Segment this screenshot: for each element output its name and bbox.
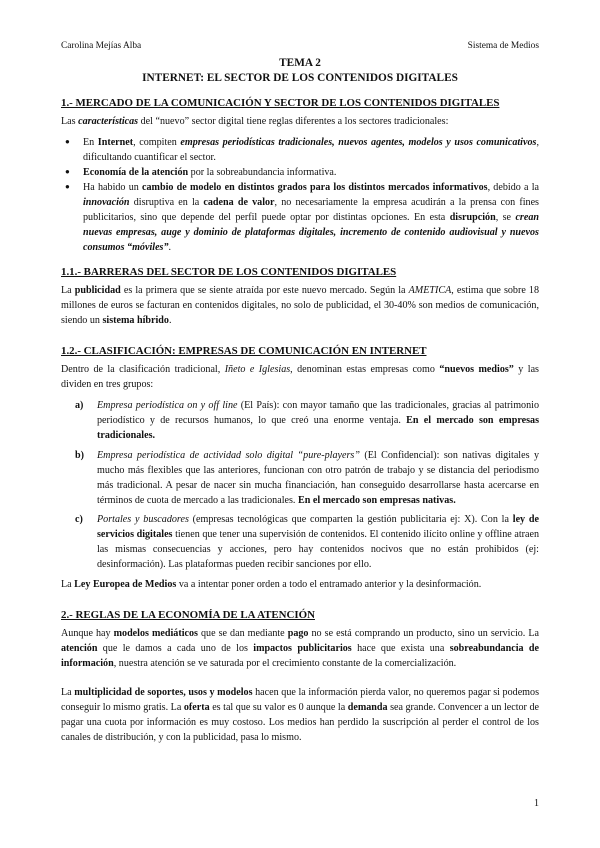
page-number: 1 bbox=[534, 798, 539, 809]
section-1-2-heading: 1.2.- CLASIFICACIÓN: EMPRESAS DE COMUNICACIÓN EN INTERNET bbox=[61, 344, 427, 357]
section-1-heading: 1.- MERCADO DE LA COMUNICACIÓN Y SECTOR DE LOS CONTENIDOS DIGITALES bbox=[61, 97, 500, 110]
section-1-2-list bbox=[61, 399, 539, 573]
title-main: INTERNET: EL SECTOR DE LOS CONTENIDOS DIGITALES bbox=[142, 71, 458, 84]
bullet-icon: ● bbox=[65, 182, 70, 192]
bullet-icon: ● bbox=[65, 137, 70, 147]
title-topic: TEMA 2 bbox=[279, 57, 321, 69]
list-item-c: c) Portales y buscadores (empresas tecnológicas que comparten la gestión publicitaria ej: X). Con la ley de servicios digitales tienen que tener una supervisión de contenidos. El contenido ilícito online y offline atraen las mismas consecuencias y acciones, pero hay contenidos nocivos que no están prohibidos (ej: desinformación). Las plataformas pueden recibir sanciones por ello. bbox=[75, 514, 539, 571]
section-1-2-intro: Dentro de la clasificación tradicional, Iñeto e Iglesias, denominan estas empresas como “nuevos medios” y las dividen en tres grupos: bbox=[61, 364, 539, 390]
section-2-heading: 2.- REGLAS DE LA ECONOMÍA DE LA ATENCIÓN bbox=[61, 609, 315, 622]
header-subject: Sistema de Medios bbox=[467, 41, 539, 51]
header-author: Carolina Mejías Alba bbox=[61, 41, 142, 51]
section-1-bullets bbox=[61, 136, 539, 256]
section-2-paragraph-1: Aunque hay modelos mediáticos que se dan mediante pago no se está comprando un producto, sino un servicio. La atención que le damos a cada uno de los impactos publicitarios hace que exista una sobreabundancia de información, nuestra atención se ve saturada por el crecimiento constante de la comercialización. bbox=[61, 628, 539, 670]
bullet-item: ● Economía de la atención por la sobreabundancia informativa. bbox=[65, 167, 337, 179]
section-2-paragraph-2: La multiplicidad de soportes, usos y modelos hacen que la información pierda valor, no queremos pagar si podemos conseguir lo mismo gratis. La oferta es tal que su valor es 0 aunque la demanda sea grande. Convencer a un lector de pagar una cuota por información es muy costoso. Los medios han perdido la suscripción al perder el control de los canales de distribución, y con la publicidad, pasa lo mismo. bbox=[61, 687, 539, 743]
section-1-1-heading: 1.1.- BARRERAS DEL SECTOR DE LOS CONTENIDOS DIGITALES bbox=[61, 265, 397, 278]
section-1-1-paragraph: La publicidad es la primera que se siente atraída por este nuevo mercado. Según la AMETICA, estima que sobre 18 millones de euros se facturan en contenidos digitales, no solo de publicidad, el 30-40% son medios de comunicación, siendo un sistema híbrido. bbox=[61, 285, 539, 326]
list-item-b: b) Empresa periodística de actividad solo digital “pure-players” (El Confidencial): son nativas digitales y mucho más flexibles que las anteriores, funcionan con otro patrón de trabajo y se distancia del periodismo más tradicional. A pesar de nacer sin mucha financiación, han conseguido desarrollarse hasta acercarse en términos de cuota de mercado a las tradicionales. En el mercado son empresas nativas. bbox=[75, 449, 539, 506]
document-body bbox=[61, 56, 539, 752]
section-1-intro: Las características del “nuevo” sector digital tiene reglas diferentes a los sectores tradicionales: bbox=[61, 116, 449, 128]
section-1-2-closing: La Ley Europea de Medios va a intentar poner orden a todo el entramado anterior y la desinformación. bbox=[61, 579, 482, 591]
bullet-item: ● Ha habido un cambio de modelo en distintos grados para los distintos mercados informativos, debido a la innovación disruptiva en la cadena de valor, no necesariamente la empresa acudirán a la prensa con fines publicitarios, sino que depende del perfil puede optar por distintas opciones. En esta disrupción, se crean nuevas empresas, auge y dominio de plataformas digitales, incremento de contenido audiovisual y nuevos consumos “móviles”. bbox=[65, 182, 539, 253]
bullet-icon: ● bbox=[65, 167, 70, 177]
list-item-a: a) Empresa periodística on y off line (El País): con mayor tamaño que las tradicionales, gracias al patrimonio periodístico y de recursos humanos, lo que creó una enorme ventaja. En el mercado son empresas tradicionales. bbox=[75, 399, 540, 441]
bullet-item: ● En Internet, compiten empresas periodísticas tradicionales, nuevos agentes, modelos y usos comunicativos, dificultando cuantificar el sector. bbox=[65, 137, 539, 164]
